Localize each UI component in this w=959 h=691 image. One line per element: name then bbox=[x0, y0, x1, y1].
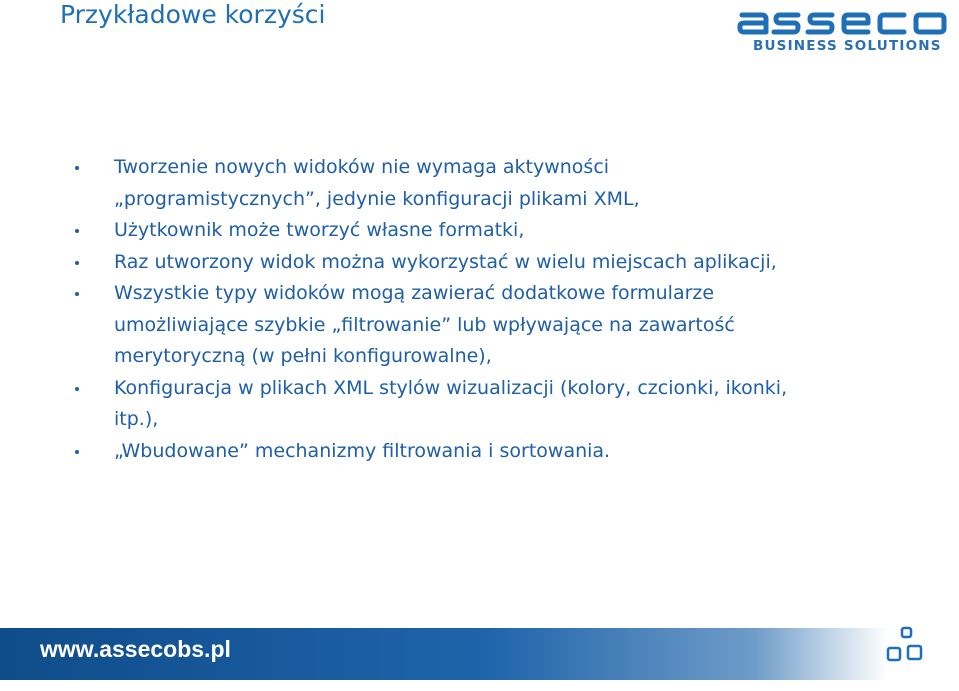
slide-title: Przykładowe korzyści bbox=[60, 0, 326, 29]
asseco-logo bbox=[736, 8, 948, 58]
logo-tagline: BUSINESS SOLUTIONS bbox=[753, 38, 942, 54]
bullet-line: Tworzenie nowych widoków nie wymaga aktywności bbox=[114, 156, 610, 178]
bullet-icon bbox=[75, 292, 79, 296]
bullet-icon bbox=[75, 229, 79, 233]
bullet-item bbox=[75, 215, 945, 247]
benefits-list bbox=[75, 152, 945, 467]
bullet-item bbox=[75, 247, 945, 279]
footer-url-link[interactable]: www.assecobs.pl bbox=[40, 636, 231, 662]
bullet-line: Konfiguracja w plikach XML stylów wizualizacji (kolory, czcionki, ikonki, bbox=[114, 376, 788, 399]
squares-logo-icon bbox=[884, 624, 926, 674]
asseco-wordmark-icon bbox=[736, 8, 948, 38]
bullet-line: Użytkownik może tworzyć własne formatki, bbox=[114, 219, 525, 241]
bullet-line: Wszystkie typy widoków mogą zawierać dodatkowe formularze bbox=[114, 282, 715, 304]
bullet-icon bbox=[75, 261, 79, 265]
bullet-line: itp.), bbox=[114, 408, 159, 430]
bullet-item bbox=[75, 152, 945, 215]
bullet-icon bbox=[75, 387, 79, 391]
bullet-item bbox=[75, 373, 945, 436]
bullet-line: Raz utworzony widok można wykorzystać w wielu miejscach aplikacji, bbox=[114, 250, 777, 273]
bullet-line: merytoryczną (w pełni konfigurowalne), bbox=[114, 345, 492, 367]
bullet-item bbox=[75, 278, 945, 373]
bullet-icon bbox=[75, 450, 79, 454]
bullet-line: umożliwiające szybkie „filtrowanie” lub wpływające na zawartość bbox=[114, 313, 735, 336]
bullet-line: „programistycznych”, jedynie konfiguracji plikami XML, bbox=[114, 187, 640, 210]
bullet-item bbox=[75, 436, 945, 468]
bullet-icon bbox=[75, 166, 79, 170]
bullet-line: „Wbudowane” mechanizmy filtrowania i sortowania. bbox=[114, 439, 611, 462]
